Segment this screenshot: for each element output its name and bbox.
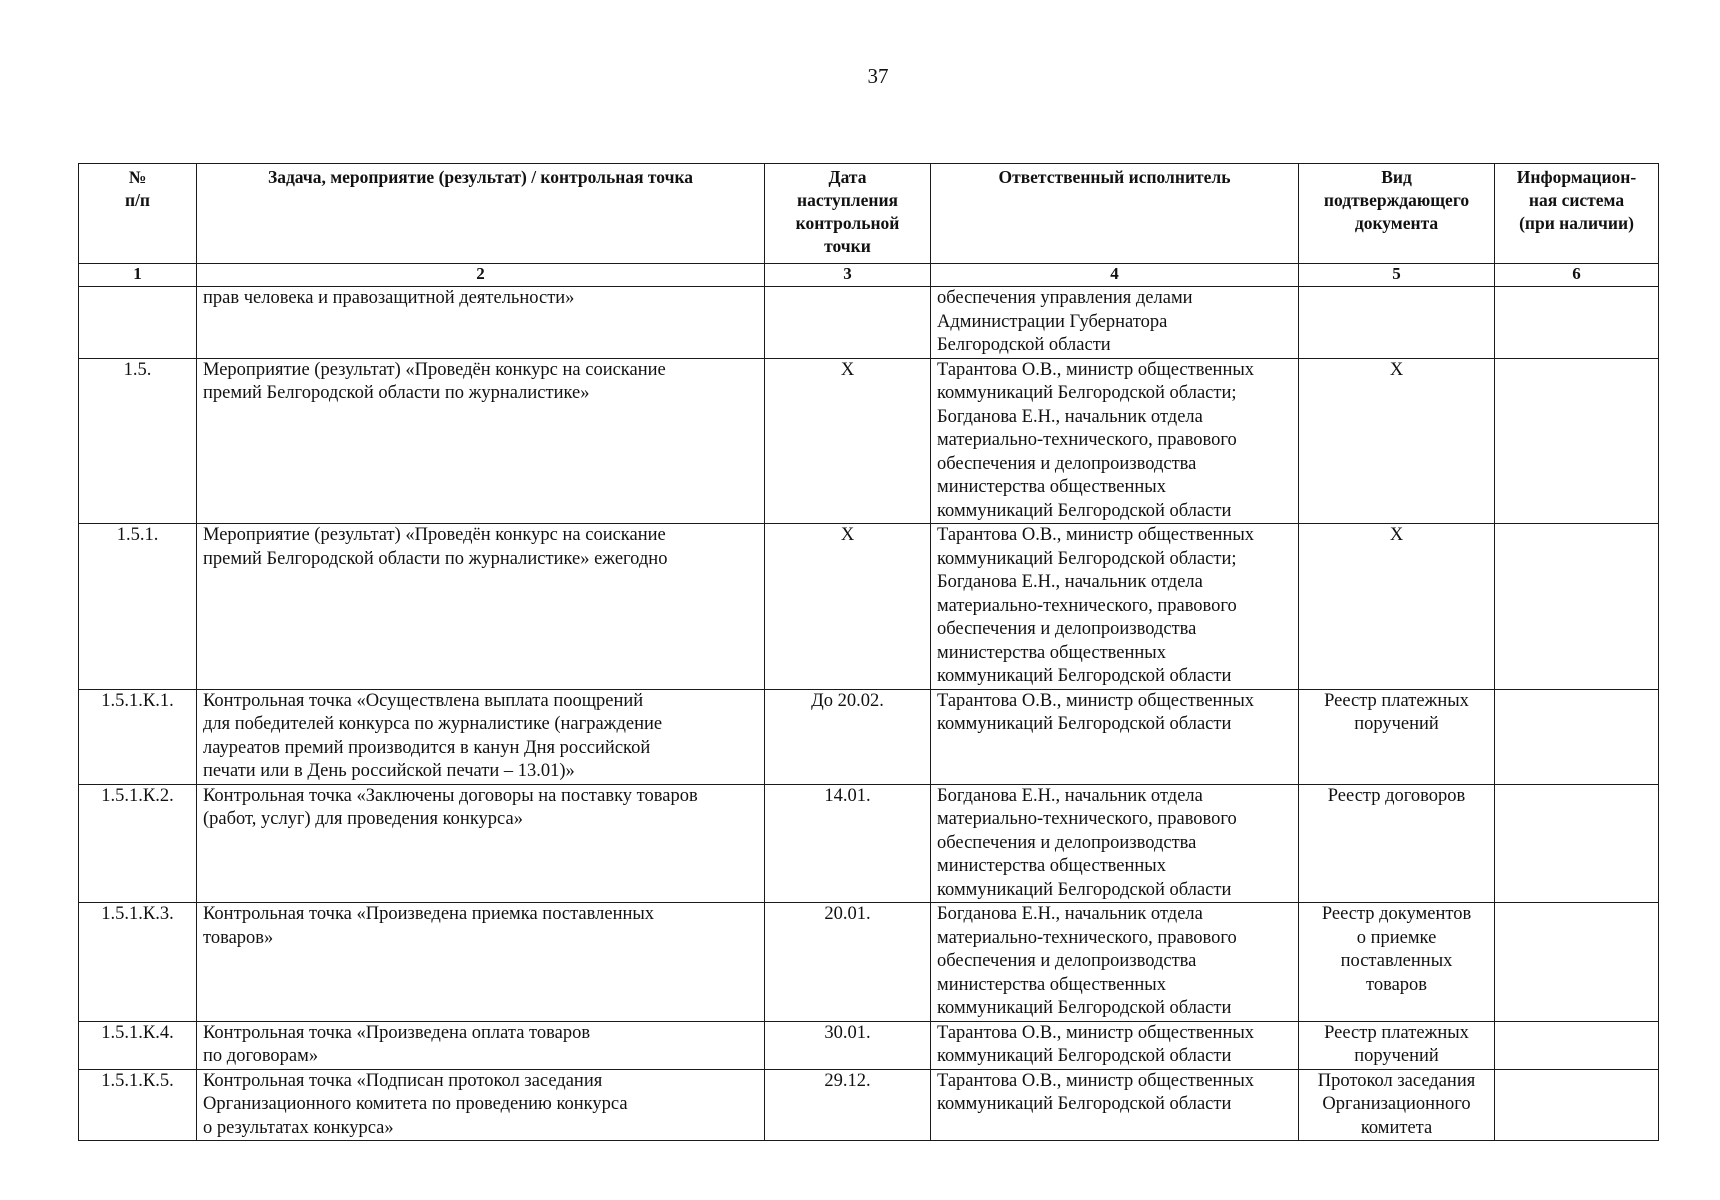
column-number: 2 [197,264,765,287]
row-system [1495,1069,1659,1141]
row-system [1495,524,1659,690]
page-number: 37 [867,64,889,88]
header-date: Дата наступления контрольной точки [765,164,931,264]
row-number: 1.5. [79,358,197,524]
row-date: До 20.02. [765,689,931,784]
table-row [79,1021,1659,1069]
row-task: Контрольная точка «Произведена оплата товаров по договорам» [197,1021,765,1069]
header-task: Задача, мероприятие (результат) / контрольная точка [197,164,765,264]
row-number [79,287,197,359]
row-document: Реестр договоров [1299,784,1495,903]
row-task: Контрольная точка «Заключены договоры на поставку товаров (работ, услуг) для проведения конкурса» [197,784,765,903]
column-number: 5 [1299,264,1495,287]
row-system [1495,287,1659,359]
row-date: Х [765,358,931,524]
row-system [1495,903,1659,1022]
row-document [1299,287,1495,359]
table-row [79,903,1659,1022]
row-document: Х [1299,524,1495,690]
table-row [79,1069,1659,1141]
row-date [765,287,931,359]
row-number: 1.5.1.К.1. [79,689,197,784]
row-date: 14.01. [765,784,931,903]
row-responsible: Тарантова О.В., министр общественных коммуникаций Белгородской области; Богданова Е.Н., начальник отдела материально-технического, правового обеспечения и делопроизводства министерства общественных коммуникаций Белгородской области [931,524,1299,690]
header-number: № п/п [79,164,197,264]
row-task: Контрольная точка «Осуществлена выплата поощрений для победителей конкурса по журналистике (награждение лауреатов премий производится в канун Дня российской печати или в День российской печати – 13.01)» [197,689,765,784]
row-task: Мероприятие (результат) «Проведён конкурс на соискание премий Белгородской области по журналистике» [197,358,765,524]
row-document: Реестр платежных поручений [1299,689,1495,784]
row-number: 1.5.1.К.5. [79,1069,197,1141]
table-row [79,287,1659,359]
column-number: 6 [1495,264,1659,287]
row-responsible: Тарантова О.В., министр общественных коммуникаций Белгородской области [931,1069,1299,1141]
row-responsible: Богданова Е.Н., начальник отдела материально-технического, правового обеспечения и делопроизводства министерства общественных коммуникаций Белгородской области [931,784,1299,903]
row-task: прав человека и правозащитной деятельности» [197,287,765,359]
row-number: 1.5.1. [79,524,197,690]
row-responsible: Тарантова О.В., министр общественных коммуникаций Белгородской области [931,1021,1299,1069]
row-document: Протокол заседания Организационного комитета [1299,1069,1495,1141]
row-responsible: Богданова Е.Н., начальник отдела материально-технического, правового обеспечения и делопроизводства министерства общественных коммуникаций Белгородской области [931,903,1299,1022]
row-task: Мероприятие (результат) «Проведён конкурс на соискание премий Белгородской области по журналистике» ежегодно [197,524,765,690]
row-number: 1.5.1.К.2. [79,784,197,903]
table-row [79,358,1659,524]
row-date: 29.12. [765,1069,931,1141]
row-responsible: обеспечения управления делами Администрации Губернатора Белгородской области [931,287,1299,359]
row-responsible: Тарантова О.В., министр общественных коммуникаций Белгородской области [931,689,1299,784]
row-system [1495,689,1659,784]
column-number: 1 [79,264,197,287]
header-row [79,164,1659,264]
table-row [79,689,1659,784]
column-number-row [79,264,1659,287]
row-responsible: Тарантова О.В., министр общественных коммуникаций Белгородской области; Богданова Е.Н., начальник отдела материально-технического, правового обеспечения и делопроизводства министерства общественных коммуникаций Белгородской области [931,358,1299,524]
row-system [1495,1021,1659,1069]
row-document: Х [1299,358,1495,524]
header-document: Вид подтверждающего документа [1299,164,1495,264]
row-task: Контрольная точка «Подписан протокол заседания Организационного комитета по проведению конкурса о результатах конкурса» [197,1069,765,1141]
row-task: Контрольная точка «Произведена приемка поставленных товаров» [197,903,765,1022]
row-document: Реестр платежных поручений [1299,1021,1495,1069]
row-number: 1.5.1.К.3. [79,903,197,1022]
column-number: 3 [765,264,931,287]
row-system [1495,784,1659,903]
row-system [1495,358,1659,524]
row-date: Х [765,524,931,690]
row-document: Реестр документов о приемке поставленных товаров [1299,903,1495,1022]
plan-table [78,163,1659,1141]
header-responsible: Ответственный исполнитель [931,164,1299,264]
column-number: 4 [931,264,1299,287]
row-number: 1.5.1.К.4. [79,1021,197,1069]
header-system: Информацион- ная система (при наличии) [1495,164,1659,264]
table-row [79,784,1659,903]
row-date: 20.01. [765,903,931,1022]
row-date: 30.01. [765,1021,931,1069]
table-row [79,524,1659,690]
